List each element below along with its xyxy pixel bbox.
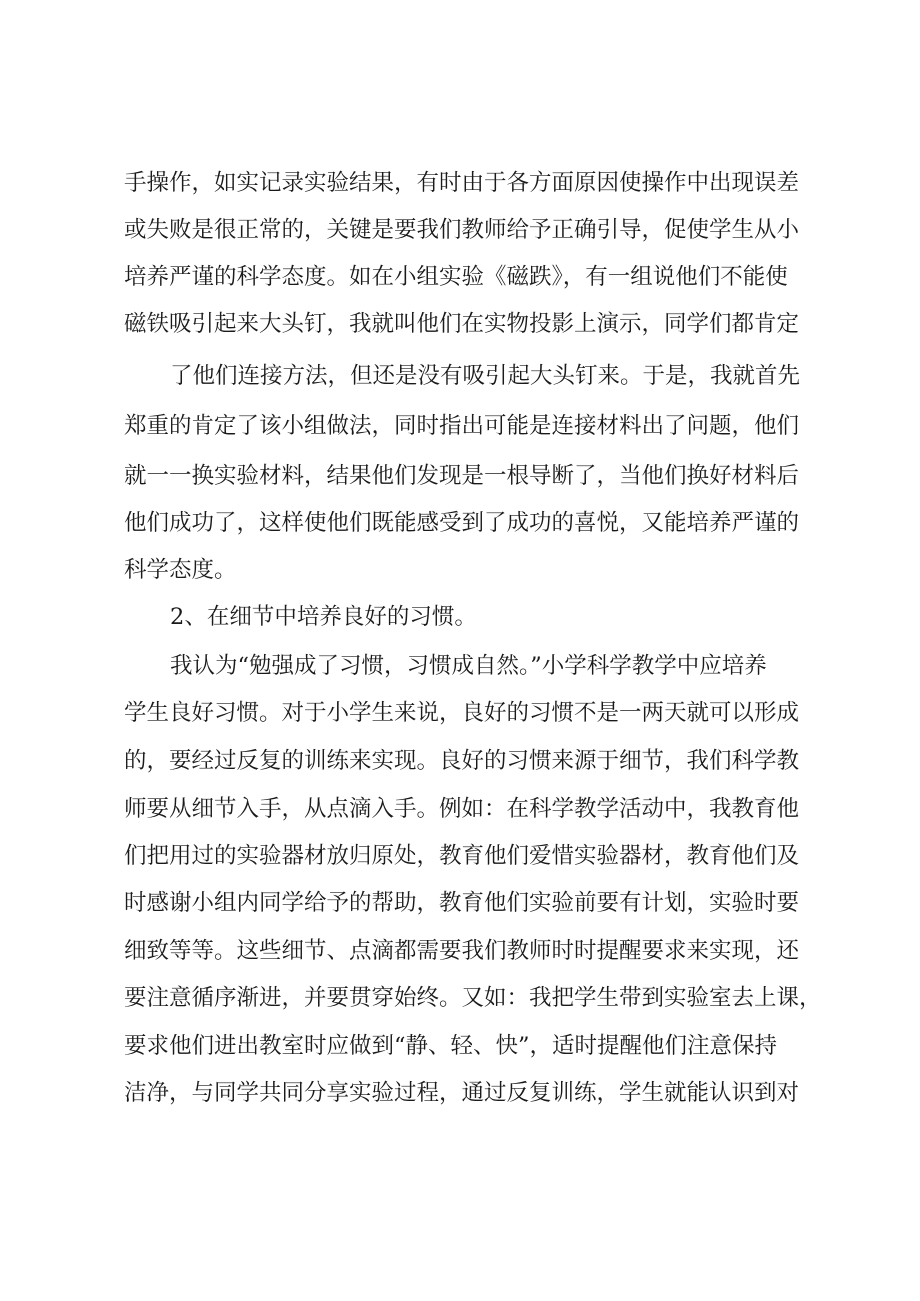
paragraph-line: 他们成功了，这样使他们既能感受到了成功的喜悦，又能培养严谨的 [124,510,800,536]
paragraph-line: 培养严谨的科学态度。如在小组实验《磁跌》，有一组说他们不能使 [124,264,788,290]
paragraph-line: 学生良好习惯。对于小学生来说，良好的习惯不是一两天就可以形成 [124,700,800,726]
paragraph-line: 郑重的肯定了该小组做法，同时指出可能是连接材料出了问题，他们 [124,413,800,439]
paragraph-line: 要注意循序渐进，并要贯穿始终。又如：我把学生带到实验室去上课， [124,985,822,1011]
paragraph-line: 细致等等。这些细节、点滴都需要我们教师时时提醒要求来实现，还 [124,938,800,964]
paragraph-line: 们把用过的实验器材放归原处，教育他们爱惜实验器材，教育他们及 [124,843,800,869]
paragraph-line: 我认为“勉强成了习惯，习惯成自然。”小学科学教学中应培养 [170,653,767,679]
paragraph-line: 就一一换实验材料，结果他们发现是一根导断了，当他们换好材料后 [124,463,800,489]
paragraph-line: 的，要经过反复的训练来实现。良好的习惯来源于细节，我们科学教 [124,748,800,774]
paragraph-line: 科学态度。 [124,557,237,583]
paragraph-line: 磁铁吸引起来大头钉，我就叫他们在实物投影上演示，同学们都肯定 [124,311,800,337]
section-heading: 2、在细节中培养良好的习惯。 [170,604,477,630]
paragraph-line: 手操作，如实记录实验结果，有时由于各方面原因使操作中出现误差 [124,170,800,196]
paragraph-line: 时感谢小组内同学给予的帮助，教育他们实验前要有计划，实验时要 [124,890,800,916]
paragraph-line: 洁净，与同学共同分享实验过程，通过反复训练，学生就能认识到对 [124,1080,800,1106]
paragraph-line: 或失败是很正常的，关键是要我们教师给予正确引导，促使学生从小 [124,217,800,243]
paragraph-line: 要求他们进出教室时应做到“静、轻、快”，适时提醒他们注意保持 [124,1033,778,1059]
paragraph-line: 了他们连接方法，但还是没有吸引起大头钉来。于是，我就首先 [170,363,801,389]
paragraph-line: 师要从细节入手，从点滴入手。例如：在科学教学活动中，我教育他 [124,796,800,822]
